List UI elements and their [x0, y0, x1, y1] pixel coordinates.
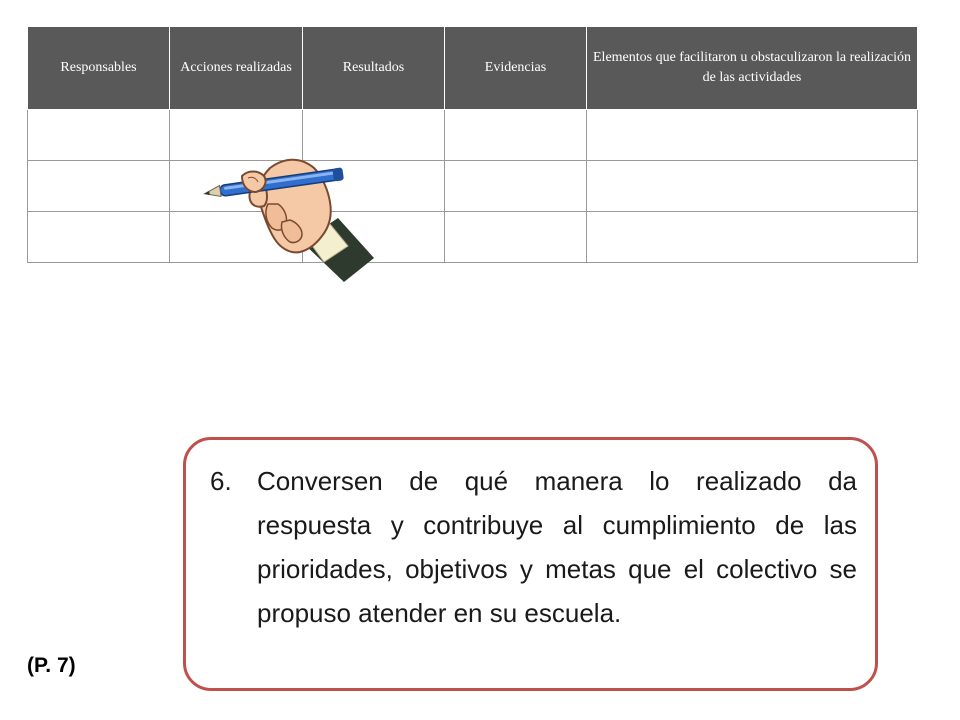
activities-table: [27, 27, 918, 263]
header-responsables: Responsables: [28, 27, 170, 110]
instruction-text: Conversen de qué manera lo realizado da respuesta y contribuye al cumplimiento de las prioridades, objetivos y metas que el colectivo se propuso atender en su escuela.: [257, 466, 857, 628]
table-cell[interactable]: [587, 212, 918, 263]
table-cell[interactable]: [445, 161, 587, 212]
table-header-row: [28, 27, 918, 110]
table-cell[interactable]: [28, 161, 170, 212]
table-cell[interactable]: [28, 212, 170, 263]
table-cell[interactable]: [445, 212, 587, 263]
table-row: [28, 110, 918, 161]
instruction-callout: [183, 437, 878, 691]
header-evidencias: Evidencias: [445, 27, 587, 110]
header-elementos: Elementos que facilitaron u obstaculizaron la realización de las actividades: [587, 27, 918, 110]
table-cell[interactable]: [445, 110, 587, 161]
table-row: [28, 212, 918, 263]
pen-cap: [332, 167, 344, 181]
table-cell[interactable]: [587, 161, 918, 212]
instruction-number: 6.: [210, 466, 232, 496]
page-reference: (P. 7): [27, 654, 76, 677]
pen-tip: [204, 186, 221, 199]
table-row: [28, 161, 918, 212]
table-cell[interactable]: [28, 110, 170, 161]
header-acciones-realizadas: Acciones realizadas: [170, 27, 303, 110]
header-resultados: Resultados: [303, 27, 445, 110]
table-cell[interactable]: [587, 110, 918, 161]
hand-writing-with-pen-icon: [198, 150, 378, 286]
